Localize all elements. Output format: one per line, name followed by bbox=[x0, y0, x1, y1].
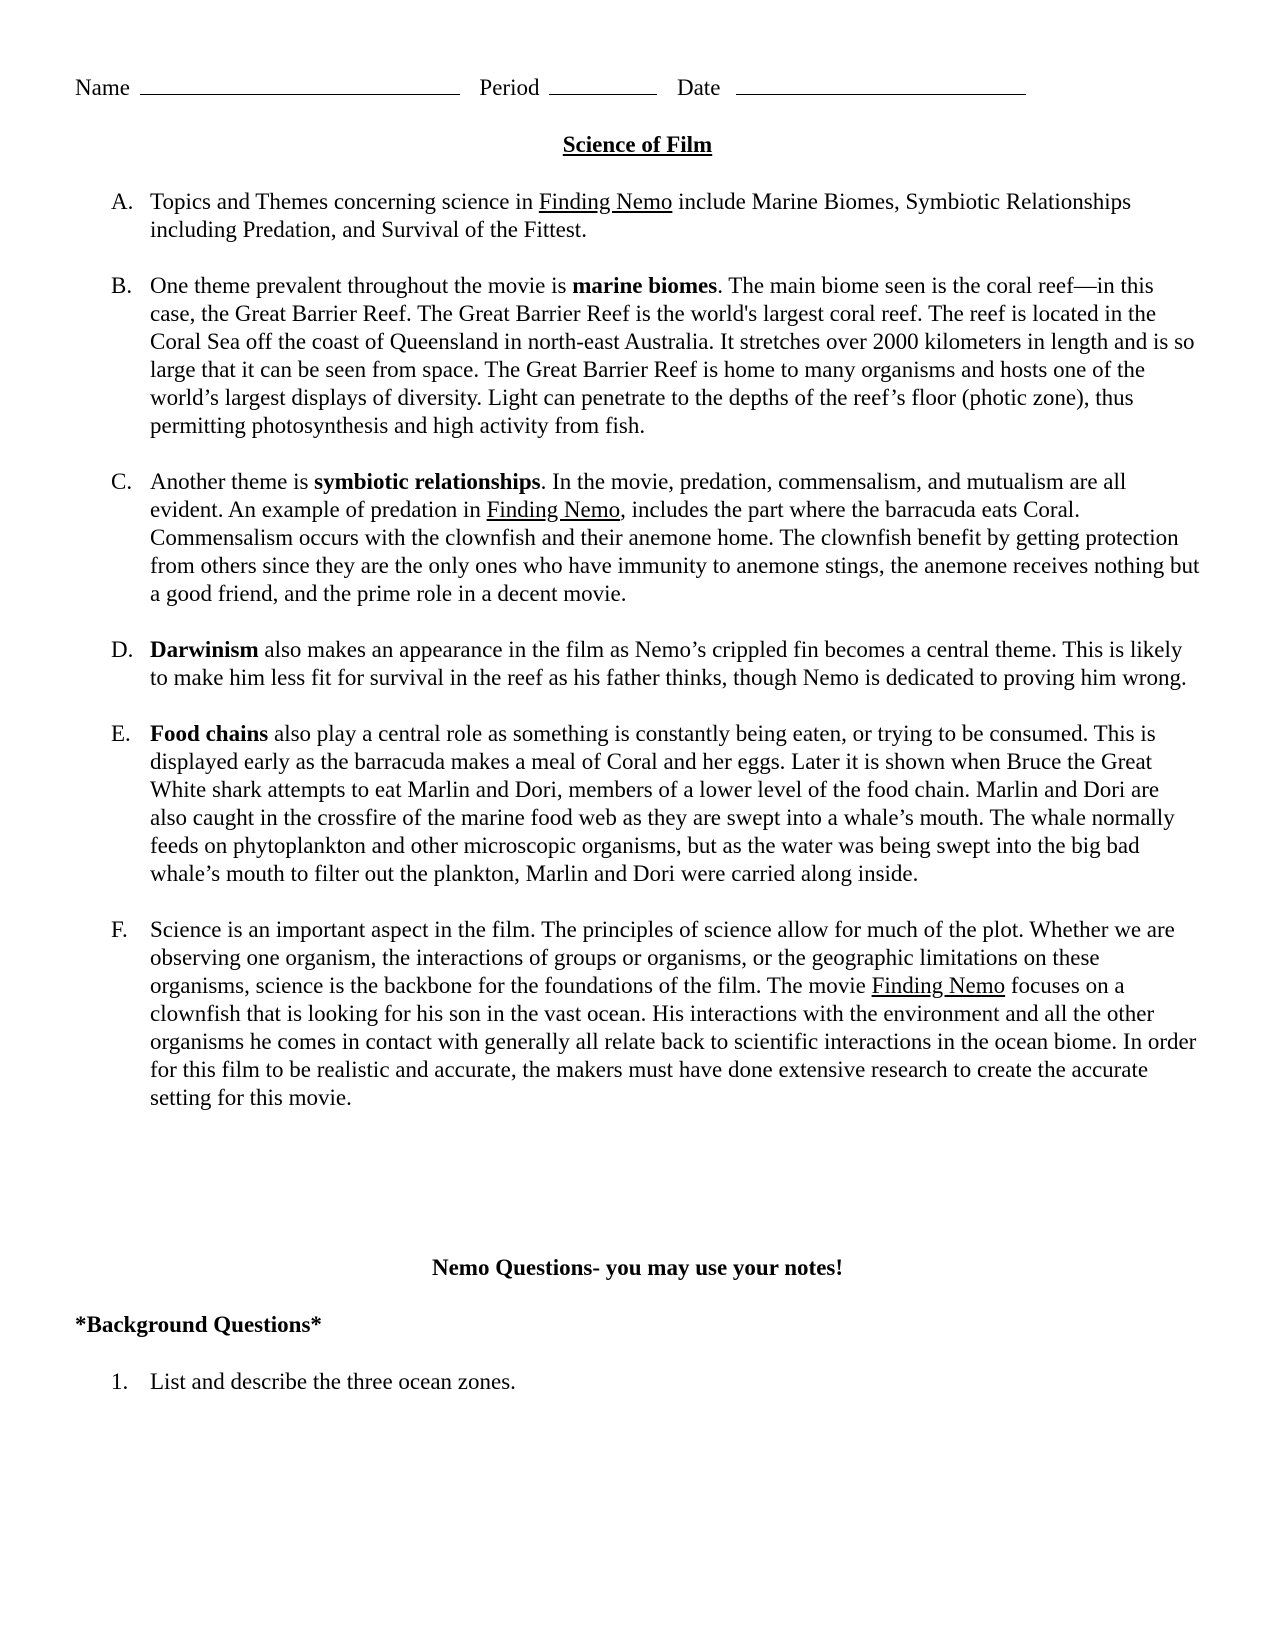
bold-term: Food chains bbox=[150, 721, 269, 746]
bold-term: symbiotic relationships bbox=[314, 469, 541, 494]
list-item-text bbox=[150, 188, 1200, 244]
list-item-text bbox=[150, 636, 1200, 692]
list-item-text bbox=[150, 916, 1200, 1112]
text-segment: also play a central role as something is constantly being eaten, or trying to be consumed. This is displayed early as the barracuda makes a meal of Coral and her eggs. Later it is shown when Bruce the Great White shark attempts to eat Marlin and Dori, members of a lower level of the food chain. Marlin and Dori are also caught in the crossfire of the marine food web as they are swept into a whale’s mouth. The whale normally feeds on phytoplankton and other microscopic organisms, but as the water was being swept into the big bad whale’s mouth to filter out the plankton, Marlin and Dori were carried along inside. bbox=[150, 721, 1175, 886]
list-item bbox=[0, 720, 1200, 888]
list-item bbox=[0, 272, 1200, 440]
topic-list bbox=[0, 188, 1275, 1140]
questions-heading: Nemo Questions- you may use your notes! bbox=[431, 1255, 844, 1280]
student-info-header bbox=[75, 74, 1026, 102]
text-segment: include Marine Biomes, Symbiotic Relationships including Predation, and Survival of the Fittest. bbox=[150, 189, 1132, 242]
background-questions-heading: *Background Questions* bbox=[75, 1312, 322, 1337]
list-item bbox=[0, 916, 1200, 1112]
text-segment: also makes an appearance in the film as Nemo’s crippled fin becomes a central theme. This is likely to make him less fit for survival in the reef as his father thinks, though Nemo is dedicated to proving him wrong. bbox=[150, 637, 1187, 690]
list-item-text bbox=[150, 720, 1200, 888]
text-segment: . The main biome seen is the coral reef—in this case, the Great Barrier Reef. The Great Barrier Reef is the world's largest coral reef. The reef is located in the Coral Sea off the coast of Queensland in north-east Australia. It stretches over 2000 kilometers in length and is so large that it can be seen from space. The Great Barrier Reef is home to many organisms and hosts one of the world’s largest displays of diversity. Light can penetrate to the depths of the reef’s floor (photic zone), thus permitting photosynthesis and high activity from fish. bbox=[150, 273, 1195, 438]
list-item-marker: C. bbox=[111, 469, 133, 494]
list-item-marker: B. bbox=[111, 273, 133, 298]
bold-term: marine biomes bbox=[572, 273, 718, 298]
list-item-marker: D. bbox=[111, 637, 134, 662]
bold-term: Darwinism bbox=[150, 637, 259, 662]
list-item-text bbox=[150, 468, 1200, 608]
text-segment: focuses on a clownfish that is looking for his son in the vast ocean. His interactions with the environment and all the other organisms he comes in contact with generally all relate back to scientific interactions in the ocean biome. In order for this film to be realistic and accurate, the makers must have done extensive research to create the accurate setting for this movie. bbox=[150, 973, 1197, 1110]
question-number: 1. bbox=[111, 1369, 129, 1394]
film-title: Finding Nemo bbox=[538, 189, 673, 214]
page-title: Science of Film bbox=[562, 132, 713, 157]
period-label: Period bbox=[479, 75, 540, 100]
list-item bbox=[0, 188, 1200, 244]
text-segment: Science is an important aspect in the film. The principles of science allow for much of the plot. Whether we are observing one organism, the interactions of groups or organisms, or the geographic limitations on these organisms, science is the backbone for the foundations of the film. The movie bbox=[150, 917, 1175, 998]
list-item-marker: A. bbox=[111, 189, 134, 214]
name-label: Name bbox=[75, 75, 130, 100]
text-segment: Topics and Themes concerning science in bbox=[150, 189, 539, 214]
list-item-text bbox=[150, 272, 1200, 440]
list-item-marker: F. bbox=[111, 917, 128, 942]
list-item bbox=[0, 636, 1200, 692]
text-segment: One theme prevalent throughout the movie is bbox=[150, 273, 573, 298]
list-item bbox=[0, 468, 1200, 608]
film-title: Finding Nemo bbox=[871, 973, 1006, 998]
list-item-marker: E. bbox=[111, 721, 131, 746]
text-segment: Another theme is bbox=[150, 469, 315, 494]
name-blank[interactable] bbox=[140, 74, 460, 95]
text-segment: . In the movie, predation, commensalism, and mutualism are all evident. An example of predation in bbox=[150, 469, 1127, 522]
text-segment: , includes the part where the barracuda eats Coral. Commensalism occurs with the clownfish and their anemone home. The clownfish benefit by getting protection from others since they are the only ones who have immunity to anemone stings, the anemone receives nothing but a good friend, and the prime role in a decent movie. bbox=[150, 497, 1200, 606]
date-blank[interactable] bbox=[736, 74, 1026, 95]
film-title: Finding Nemo bbox=[486, 497, 621, 522]
period-blank[interactable] bbox=[549, 74, 657, 95]
date-label: Date bbox=[676, 75, 721, 100]
question-text: List and describe the three ocean zones. bbox=[150, 1369, 516, 1394]
